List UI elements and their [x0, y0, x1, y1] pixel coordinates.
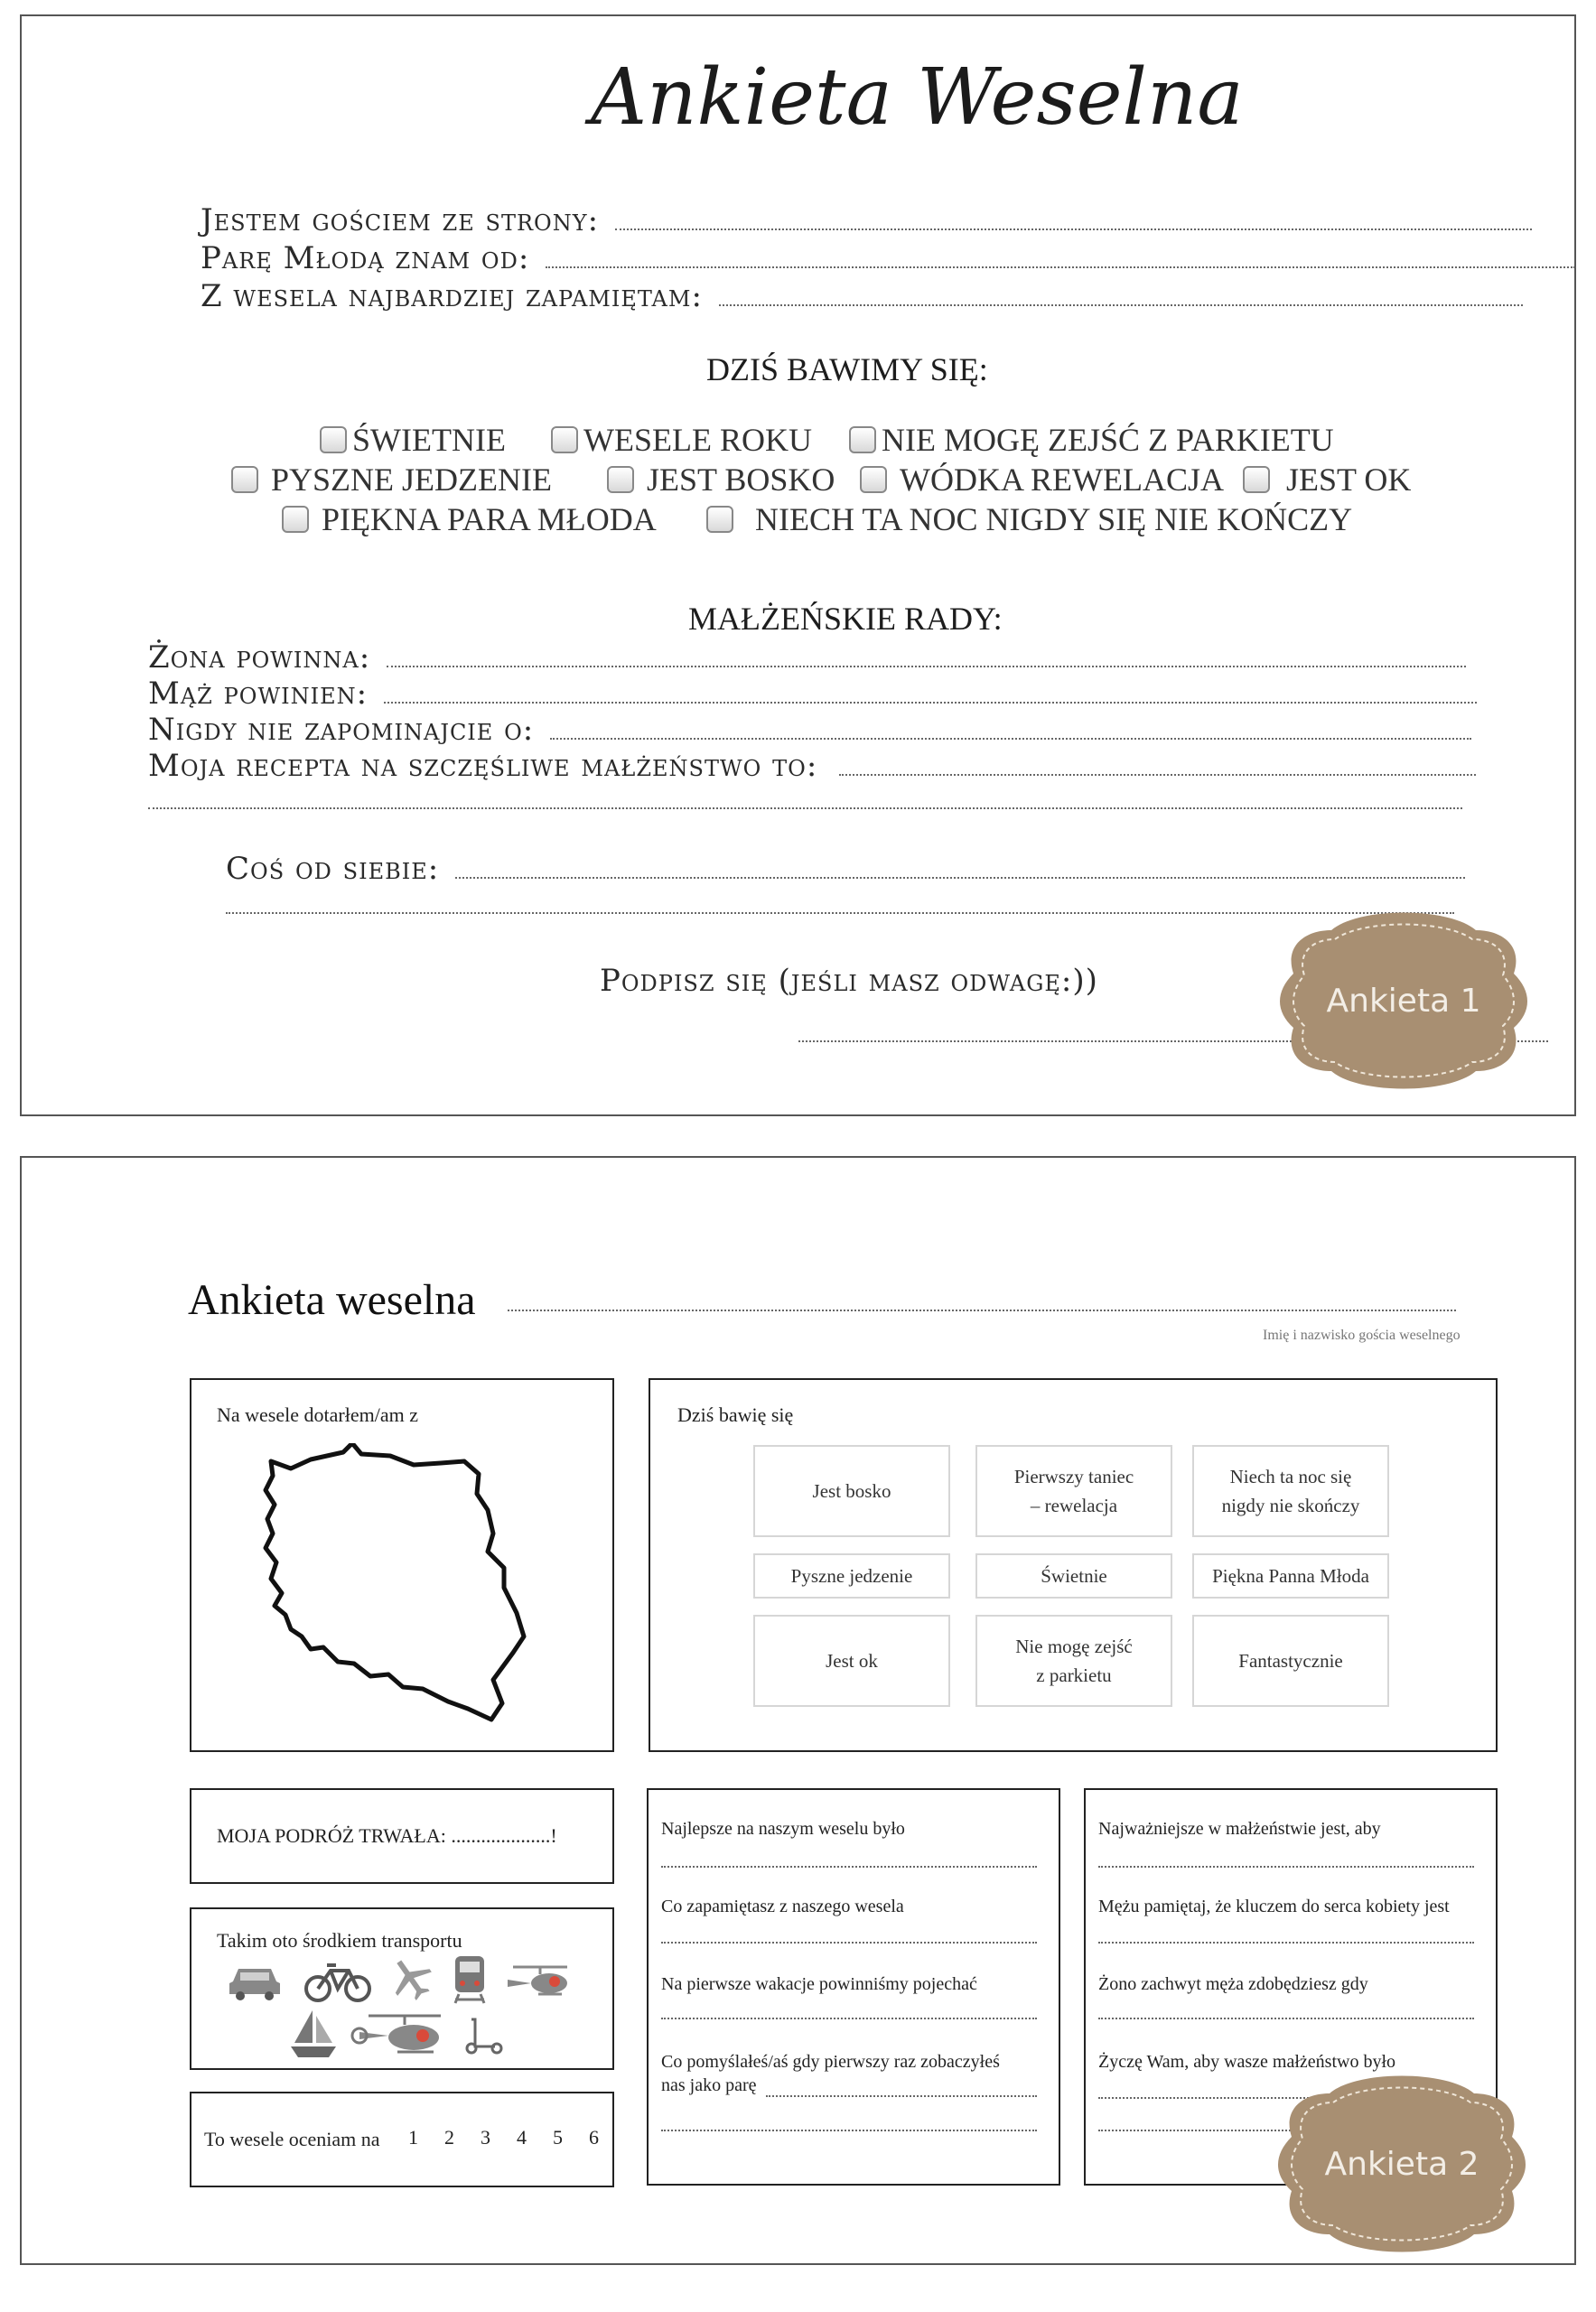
- helicopter-icon[interactable]: [350, 2012, 450, 2057]
- question-wife-delight: Żono zachwyt męża zdobędziesz gdy: [1098, 1974, 1368, 1994]
- checkbox[interactable]: [849, 426, 876, 453]
- tile-jest-ok[interactable]: Jest ok: [753, 1615, 950, 1707]
- survey-card-1: [20, 14, 1576, 1116]
- checkbox[interactable]: [607, 466, 634, 493]
- wife-label: Żona powinna:: [148, 639, 371, 676]
- helicopter-icon[interactable]: [504, 1963, 576, 1998]
- guest-name-field[interactable]: [508, 1288, 1456, 1311]
- remember-label: Z wesela najbardziej zapamiętam:: [201, 278, 703, 314]
- rating-label: To wesele oceniam na: [204, 2128, 380, 2150]
- recipe-line[interactable]: [148, 748, 1476, 784]
- transport-box: [190, 1907, 614, 2070]
- bicycle-icon[interactable]: [303, 1960, 372, 2003]
- answer-first-sight[interactable]: [766, 2095, 1037, 2097]
- remember-field[interactable]: [719, 281, 1523, 306]
- poland-map-icon[interactable]: [255, 1443, 553, 1732]
- from-me-field-2[interactable]: [226, 889, 1454, 914]
- husband-label: Mąż powinien:: [148, 676, 369, 712]
- rating-1[interactable]: 1: [408, 2126, 418, 2149]
- rating-box: [190, 2092, 614, 2187]
- answer-remember[interactable]: [661, 1942, 1037, 1944]
- never-forget-field[interactable]: [550, 714, 1471, 740]
- tile-pierwszy-taniec[interactable]: Pierwszy taniec – rewelacja: [975, 1445, 1172, 1537]
- option-wesele-roku[interactable]: WESELE ROKU: [551, 421, 812, 459]
- never-forget-label: Nigdy nie zapominajcie o:: [148, 712, 535, 748]
- rating-3[interactable]: 3: [481, 2126, 490, 2149]
- option-wodka[interactable]: WÓDKA REWELACJA: [860, 461, 1224, 499]
- survey2-badge: [1275, 2074, 1528, 2254]
- sailboat-icon[interactable]: [289, 2009, 338, 2059]
- answer-husband-key[interactable]: [1098, 1942, 1474, 1944]
- journey-label: MOJA PODRÓŻ TRWAŁA: ....................!: [217, 1824, 557, 1847]
- recipe-field[interactable]: [839, 750, 1476, 776]
- survey-card-2: [20, 1156, 1576, 2265]
- badge-label: Ankieta 2: [1324, 2146, 1479, 2183]
- guest-side-line[interactable]: [201, 202, 1532, 238]
- answer-first-sight-2[interactable]: [661, 2130, 1037, 2131]
- poland-outline: [266, 1443, 524, 1720]
- wife-field[interactable]: [387, 642, 1466, 667]
- husband-line[interactable]: [148, 676, 1477, 712]
- question-wish: Życzę Wam, aby wasze małżeństwo było: [1098, 2052, 1396, 2072]
- option-swietnie[interactable]: ŚWIETNIE: [320, 421, 506, 459]
- fun-box: [649, 1378, 1498, 1752]
- question-first-sight: Co pomyślałeś/aś gdy pierwszy raz zobaczyłeś: [661, 2052, 1000, 2072]
- checkbox[interactable]: [706, 506, 733, 533]
- checkbox[interactable]: [320, 426, 347, 453]
- question-important: Najważniejsze w małżeństwie jest, aby: [1098, 1819, 1381, 1839]
- recipe-label: Moja recepta na szczęśliwe małżeństwo to:: [148, 748, 818, 784]
- survey1-title: Ankieta Weselna: [591, 52, 1244, 143]
- couple-known-field[interactable]: [546, 243, 1575, 268]
- train-icon[interactable]: [452, 1953, 488, 2005]
- tile-pyszne-jedzenie[interactable]: Pyszne jedzenie: [753, 1553, 950, 1599]
- remember-line[interactable]: [201, 278, 1523, 314]
- question-best: Najlepsze na naszym weselu było: [661, 1819, 905, 1839]
- survey1-badge: [1277, 910, 1530, 1091]
- from-me-label: Coś od siebie:: [226, 851, 440, 887]
- option-jest-ok[interactable]: JEST OK: [1243, 461, 1411, 499]
- couple-known-label: Parę Młodą znam od:: [201, 240, 530, 276]
- scooter-icon[interactable]: [462, 2016, 504, 2056]
- option-noc[interactable]: NIECH TA NOC NIGDY SIĘ NIE KOŃCZY: [706, 500, 1352, 538]
- transport-label: Takim oto środkiem transportu: [217, 1929, 462, 1952]
- answer-wife-delight[interactable]: [1098, 2018, 1474, 2019]
- tile-jest-bosko[interactable]: Jest bosko: [753, 1445, 950, 1537]
- recipe-field-2[interactable]: [148, 784, 1462, 809]
- from-me-line[interactable]: [226, 851, 1465, 887]
- tile-swietnie[interactable]: Świetnie: [975, 1553, 1172, 1599]
- wife-line[interactable]: [148, 639, 1466, 676]
- badge-label: Ankieta 1: [1326, 983, 1481, 1020]
- tile-fantastycznie[interactable]: Fantastycznie: [1192, 1615, 1389, 1707]
- rating-5[interactable]: 5: [553, 2126, 563, 2149]
- fun-heading: DZIŚ BAWIMY SIĘ:: [706, 351, 988, 387]
- option-piekna-para[interactable]: PIĘKNA PARA MŁODA: [282, 500, 657, 538]
- from-me-field[interactable]: [455, 853, 1465, 879]
- checkbox[interactable]: [551, 426, 578, 453]
- tile-nie-moge-zejsc[interactable]: Nie mogę zejść z parkietu: [975, 1615, 1172, 1707]
- checkbox[interactable]: [231, 466, 258, 493]
- option-parkiet[interactable]: NIE MOGĘ ZEJŚĆ Z PARKIETU: [849, 421, 1334, 459]
- option-jest-bosko[interactable]: JEST BOSKO: [607, 461, 835, 499]
- fun-label: Dziś bawię się: [677, 1403, 794, 1426]
- answer-best[interactable]: [661, 1866, 1037, 1868]
- couple-known-line[interactable]: [201, 240, 1575, 276]
- tile-niech-ta-noc[interactable]: Niech ta noc się nigdy nie skończy: [1192, 1445, 1389, 1537]
- sign-label: Podpisz się (jeśli masz odwagę:)): [600, 963, 1098, 999]
- advice-heading: MAŁŻEŃSKIE RADY:: [688, 601, 1003, 637]
- guest-name-hint: Imię i nazwisko gościa weselnego: [1263, 1328, 1461, 1343]
- rating-4[interactable]: 4: [517, 2126, 527, 2149]
- question-remember: Co zapamiętasz z naszego wesela: [661, 1897, 904, 1916]
- question-first-sight-cont: nas jako parę: [661, 2075, 757, 2095]
- car-icon[interactable]: [228, 1962, 282, 2001]
- questions-box-middle: [647, 1788, 1060, 2186]
- husband-field[interactable]: [384, 678, 1477, 704]
- guest-side-field[interactable]: [615, 205, 1532, 230]
- airplane-icon[interactable]: [388, 1956, 434, 2001]
- answer-vacation[interactable]: [661, 2018, 1037, 2019]
- question-vacation: Na pierwsze wakacje powinniśmy pojechać: [661, 1974, 977, 1994]
- never-forget-line[interactable]: [148, 712, 1471, 748]
- guest-side-label: Jestem gościem ze strony:: [201, 202, 600, 238]
- option-pyszne-jedzenie[interactable]: PYSZNE JEDZENIE: [231, 461, 552, 499]
- survey2-title: Ankieta weselna: [188, 1276, 476, 1324]
- question-husband-key: Mężu pamiętaj, że kluczem do serca kobiety jest: [1098, 1897, 1450, 1916]
- rating-2[interactable]: 2: [444, 2126, 454, 2149]
- from-me-continuation[interactable]: [226, 889, 1454, 918]
- journey-box[interactable]: [190, 1788, 614, 1884]
- arrived-from-label: Na wesele dotarłem/am z: [217, 1403, 418, 1426]
- tile-piekna-panna-mloda[interactable]: Piękna Panna Młoda: [1192, 1553, 1389, 1599]
- rating-6[interactable]: 6: [589, 2126, 599, 2149]
- answer-important[interactable]: [1098, 1866, 1474, 1868]
- recipe-continuation[interactable]: [148, 784, 1462, 814]
- checkbox[interactable]: [860, 466, 887, 493]
- guest-name-line[interactable]: [508, 1288, 1456, 1316]
- map-box: [190, 1378, 614, 1752]
- checkbox[interactable]: [1243, 466, 1270, 493]
- checkbox[interactable]: [282, 506, 309, 533]
